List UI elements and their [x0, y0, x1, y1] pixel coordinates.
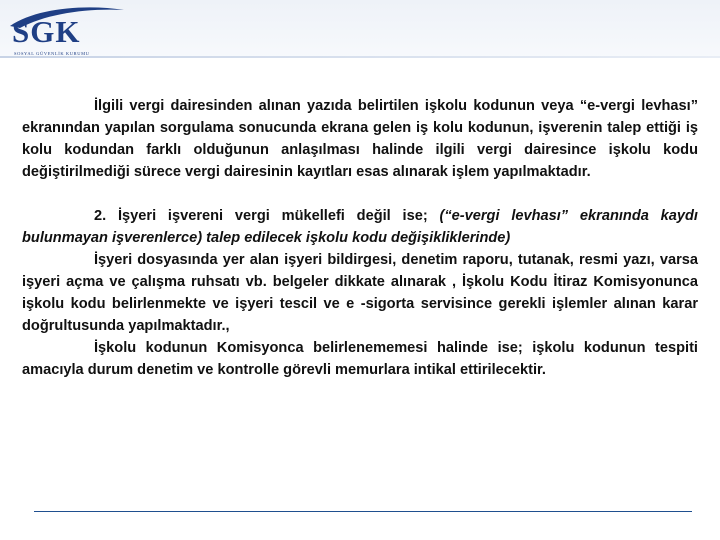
paragraph-2 [22, 205, 698, 249]
paragraph-3: İşyeri dosyasında yer alan işyeri bildirgesi, denetim raporu, tutanak, resmi yazı, varsa işyeri açma ve çalışma ruhsatı vb. belgeler dikkate alınarak , İşkolu Kodu İtiraz Komisyonunca işkolu kodu belirlenmekte ve işyeri tescil ve e -sigorta servisince gerekli işlemler alınan karar doğrultusunda yapılmaktadır., [22, 252, 698, 334]
paragraph-1: İlgili vergi dairesinden alınan yazıda belirtilen işkolu kodunun veya “e-vergi levhası” ekranından yapılan sorgulama sonucunda ekrana gelen iş kolu kodunun, işverenin talep ettiği iş kolu kodundan farklı olduğunun anlaşılması halinde ilgili vergi dairesince işkolu kodu değiştirilmediği sürece vergi dairesinin kayıtları esas alınarak işlem yapılmaktadır. [22, 98, 698, 180]
logo-subtitle: SOSYAL GÜVENLİK KURUMU [14, 51, 90, 56]
bottom-divider [34, 511, 692, 512]
paragraph-4: İşkolu kodunun Komisyonca belirlenememesi halinde ise; işkolu kodunun tespiti amacıyla durum denetim ve kontrolle görevli memurlara intikal ettirilecektir. [22, 340, 698, 378]
paragraph-2-italic: (“e-vergi levhası” ekranında kaydı bulunmayan işverenlerce) talep edilecek işkolu kodu değişikliklerinde) [22, 208, 698, 246]
logo-text: SGK [12, 14, 81, 49]
paragraph-2-lead: 2. İşyeri işvereni vergi mükellefi değil ise; [94, 208, 440, 224]
paragraph-spacer [22, 183, 698, 205]
document-body [22, 95, 698, 381]
header-band [0, 0, 720, 58]
sgk-logo [6, 4, 126, 56]
